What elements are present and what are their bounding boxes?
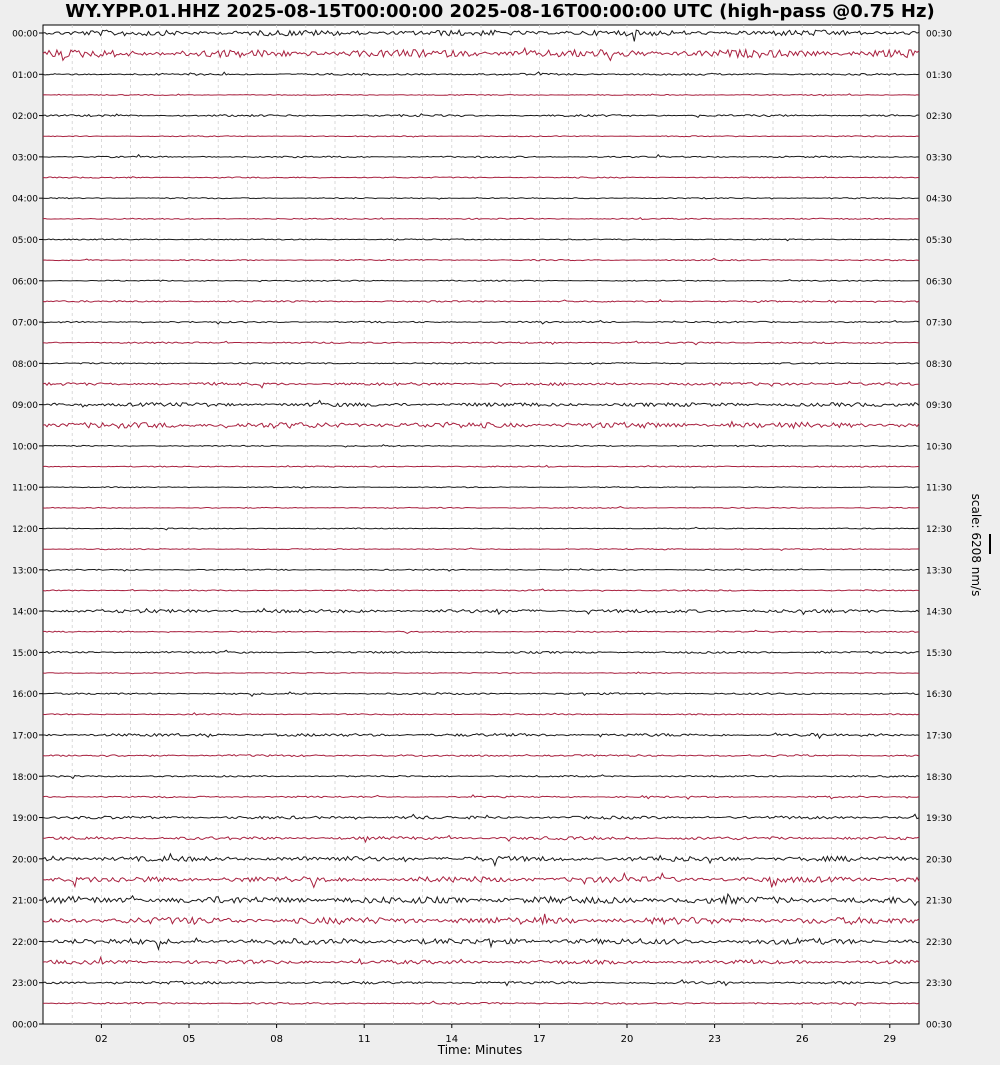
- right-time-label: 06:30: [926, 277, 952, 288]
- x-tick-label: 26: [795, 1034, 809, 1045]
- left-time-label: 00:00: [12, 29, 38, 40]
- x-tick-label: 29: [883, 1034, 897, 1045]
- left-time-label: 23:00: [12, 979, 38, 990]
- left-time-label: 17:00: [12, 731, 38, 742]
- right-time-label: 11:30: [926, 483, 952, 494]
- right-time-label: 19:30: [926, 814, 952, 825]
- left-time-labels: [12, 30, 43, 1031]
- scale-bar: [989, 534, 991, 554]
- left-time-label: 05:00: [12, 235, 38, 246]
- x-tick-label: 23: [708, 1034, 721, 1045]
- x-axis-label: Time: Minutes: [437, 1043, 523, 1057]
- left-time-label: 16:00: [12, 690, 38, 701]
- right-time-label: 04:30: [926, 194, 952, 205]
- left-time-label: 10:00: [12, 442, 38, 453]
- left-time-label: 12:00: [12, 525, 38, 535]
- right-time-label: 00:30: [926, 29, 952, 40]
- left-time-label: 11:00: [12, 483, 38, 494]
- right-time-labels: [926, 30, 952, 1031]
- right-time-label: 21:30: [926, 896, 952, 907]
- right-time-label: 20:30: [926, 855, 952, 866]
- left-time-label: 09:00: [12, 401, 38, 412]
- left-time-label: 01:00: [12, 70, 38, 81]
- right-time-label: 16:30: [926, 690, 952, 701]
- right-time-label: 07:30: [926, 318, 952, 329]
- left-time-label: 13:00: [12, 566, 38, 577]
- right-time-label: 08:30: [926, 359, 952, 370]
- left-time-label: 19:00: [12, 814, 38, 825]
- x-tick-label: 17: [533, 1034, 546, 1045]
- right-time-label: 17:30: [926, 731, 952, 742]
- x-axis: [95, 1024, 896, 1045]
- left-time-label: 22:00: [12, 937, 38, 948]
- right-time-label: 18:30: [926, 772, 952, 783]
- right-time-label: 01:30: [926, 70, 952, 81]
- scale-label: scale: 6208 nm/s: [969, 493, 983, 597]
- left-time-label: 03:00: [12, 153, 38, 164]
- right-time-label: 09:30: [926, 401, 952, 412]
- x-tick-label: 20: [620, 1034, 634, 1045]
- left-time-label: 18:00: [12, 772, 38, 783]
- right-time-label: 13:30: [926, 566, 952, 577]
- left-time-label: 14:00: [12, 607, 38, 618]
- right-time-label: 15:30: [926, 648, 952, 659]
- x-tick-label: 11: [357, 1034, 371, 1045]
- right-time-label: 12:30: [926, 525, 952, 535]
- left-time-label: 06:00: [12, 277, 38, 288]
- x-tick-label: 05: [182, 1034, 196, 1045]
- left-time-label: 04:00: [12, 194, 38, 205]
- left-time-label: 15:00: [12, 648, 38, 659]
- right-time-label: 10:30: [926, 442, 952, 453]
- right-time-label: 05:30: [926, 235, 952, 246]
- left-time-label: 00:00: [12, 1020, 38, 1031]
- left-time-label: 21:00: [12, 896, 38, 907]
- right-time-label: 22:30: [926, 937, 952, 948]
- x-tick-label: 02: [95, 1034, 108, 1045]
- left-time-label: 02:00: [12, 112, 38, 123]
- right-time-label: 02:30: [926, 112, 952, 123]
- left-time-label: 20:00: [12, 855, 38, 866]
- right-time-label: 03:30: [926, 153, 952, 164]
- right-time-label: 00:30: [926, 1020, 952, 1031]
- x-tick-label: 08: [270, 1034, 283, 1045]
- right-time-label: 23:30: [926, 979, 952, 990]
- left-time-label: 08:00: [12, 359, 38, 370]
- right-time-label: 14:30: [926, 607, 952, 618]
- x-tick-label: 14: [445, 1034, 459, 1045]
- chart-title: WY.YPP.01.HHZ 2025-08-15T00:00:00 2025-08-16T00:00:00 UTC (high-pass @0.75 Hz): [65, 1, 935, 22]
- left-time-label: 07:00: [12, 318, 38, 329]
